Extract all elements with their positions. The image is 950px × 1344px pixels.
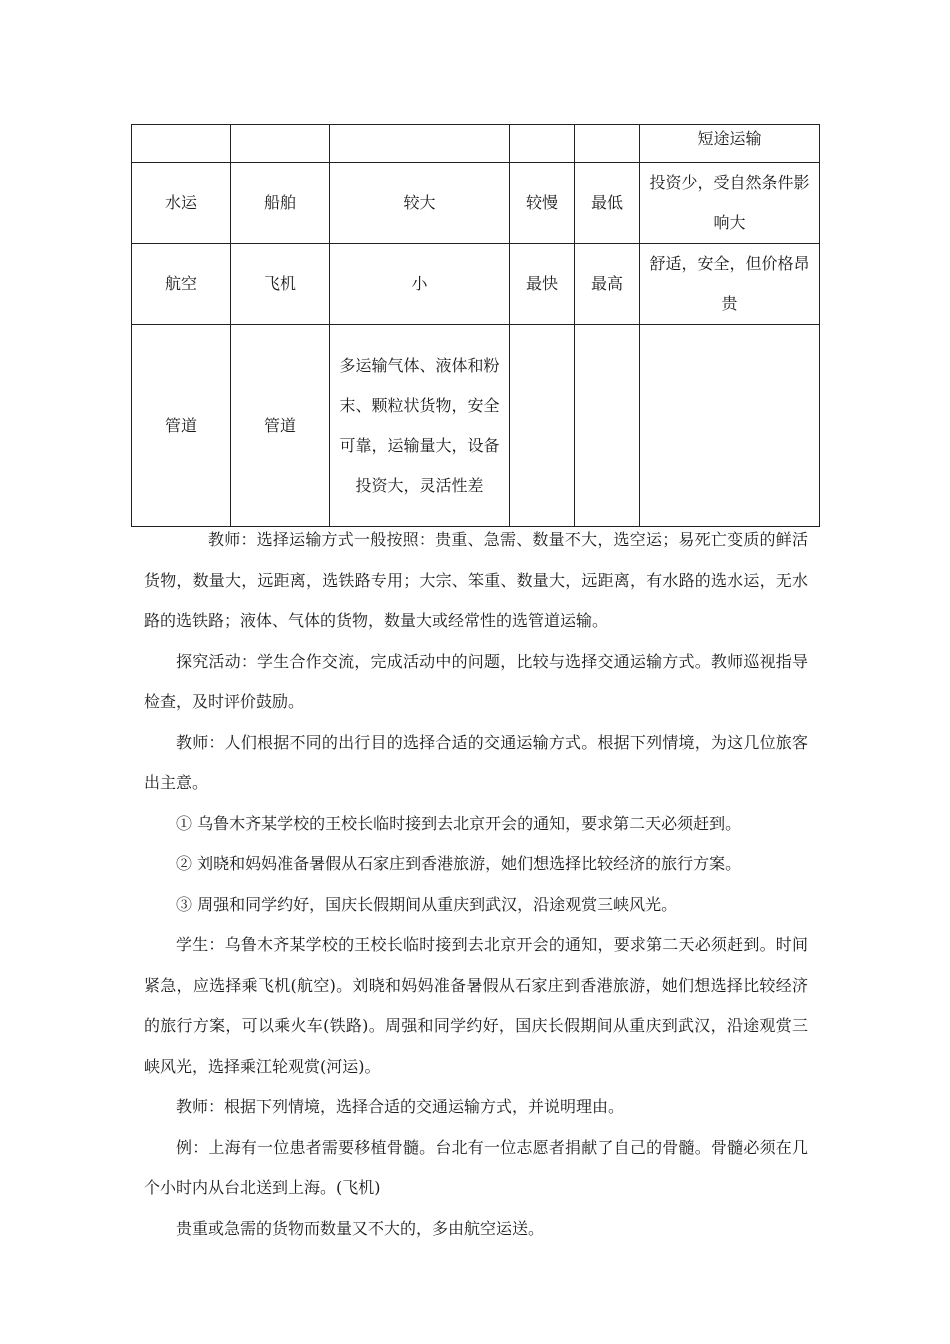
paragraph-student-answer: 学生：乌鲁木齐某学校的王校长临时接到去北京开会的通知，要求第二天必须赶到。时间紧急，应选择乘飞机(航空)。刘晓和妈妈准备暑假从石家庄到香港旅游，她们想选择比较经济的旅行方案，可以乘火车(铁路)。周强和同学约好，国庆长假期间从重庆到武汉，沿途观赏三峡风光，选择乘江轮观赏(河运)。 — [144, 935, 808, 1076]
paragraph-scenario-3: ③ 周强和同学约好，国庆长假期间从重庆到武汉，沿途观赏三峡风光。 — [176, 894, 678, 914]
table-cell-mode: 航空 — [132, 244, 231, 325]
table-cell — [231, 125, 330, 163]
table-cell-notes — [640, 325, 820, 527]
paragraph-conclusion: 贵重或急需的货物而数量又不大的，多由航空运送。 — [176, 1218, 545, 1238]
paragraph-scenario-1: ① 乌鲁木齐某学校的王校长临时接到去北京开会的通知，要求第二天必须赶到。 — [176, 813, 742, 833]
table-cell-speed: 最快 — [510, 244, 575, 325]
paragraph-teacher-guideline: 教师：选择运输方式一般按照：贵重、急需、数量不大，选空运；易死亡变质的鲜活货物，数量大，远距离，选铁路专用；大宗、笨重、数量大，远距离，有水路的选水运，无水路的选铁路；液体、气体的货物，数量大或经常性的选管道运输。 — [144, 530, 808, 630]
paragraph-activity: 探究活动：学生合作交流，完成活动中的问题，比较与选择交通运输方式。教师巡视指导检查，及时评价鼓励。 — [144, 651, 808, 711]
table-cell-notes: 投资少，受自然条件影响大 — [640, 163, 820, 244]
table-cell-vehicle: 管道 — [231, 325, 330, 527]
table-row — [132, 325, 820, 527]
table-cell — [132, 125, 231, 163]
table-cell-mode: 水运 — [132, 163, 231, 244]
table-cell-vehicle: 船舶 — [231, 163, 330, 244]
paragraph-example: 例：上海有一位患者需要移植骨髓。台北有一位志愿者捐献了自己的骨髓。骨髓必须在几个小时内从台北送到上海。(飞机) — [144, 1137, 808, 1197]
table-cell-mode: 管道 — [132, 325, 231, 527]
table-cell-capacity: 小 — [330, 244, 510, 325]
table-cell-cost: 最低 — [575, 163, 640, 244]
table-cell — [330, 125, 510, 163]
paragraph-teacher-task: 教师：根据下列情境，选择合适的交通运输方式，并说明理由。 — [176, 1097, 625, 1116]
table-cell-notes: 舒适，安全，但价格昂贵 — [640, 244, 820, 325]
table-row — [132, 244, 820, 325]
paragraph-teacher-scenario: 教师：人们根据不同的出行目的选择合适的交通运输方式。根据下列情境，为这几位旅客出主意。 — [144, 732, 808, 792]
table-cell-speed: 较慢 — [510, 163, 575, 244]
table-row — [132, 163, 820, 244]
body-text — [144, 520, 808, 1249]
table-cell-speed — [510, 325, 575, 527]
table-cell-capacity: 较大 — [330, 163, 510, 244]
table-cell-cost — [575, 325, 640, 527]
paragraph-scenario-2: ② 刘晓和妈妈准备暑假从石家庄到香港旅游，她们想选择比较经济的旅行方案。 — [176, 854, 742, 873]
table-cell: 短途运输 — [640, 125, 820, 163]
table-cell-capacity: 多运输气体、液体和粉末、颗粒状货物，安全可靠，运输量大，设备投资大，灵活性差 — [330, 325, 510, 527]
table-row — [132, 125, 820, 163]
transport-comparison-table — [131, 124, 820, 527]
table-cell-cost: 最高 — [575, 244, 640, 325]
table-cell — [575, 125, 640, 163]
table-cell-vehicle: 飞机 — [231, 244, 330, 325]
table-cell — [510, 125, 575, 163]
